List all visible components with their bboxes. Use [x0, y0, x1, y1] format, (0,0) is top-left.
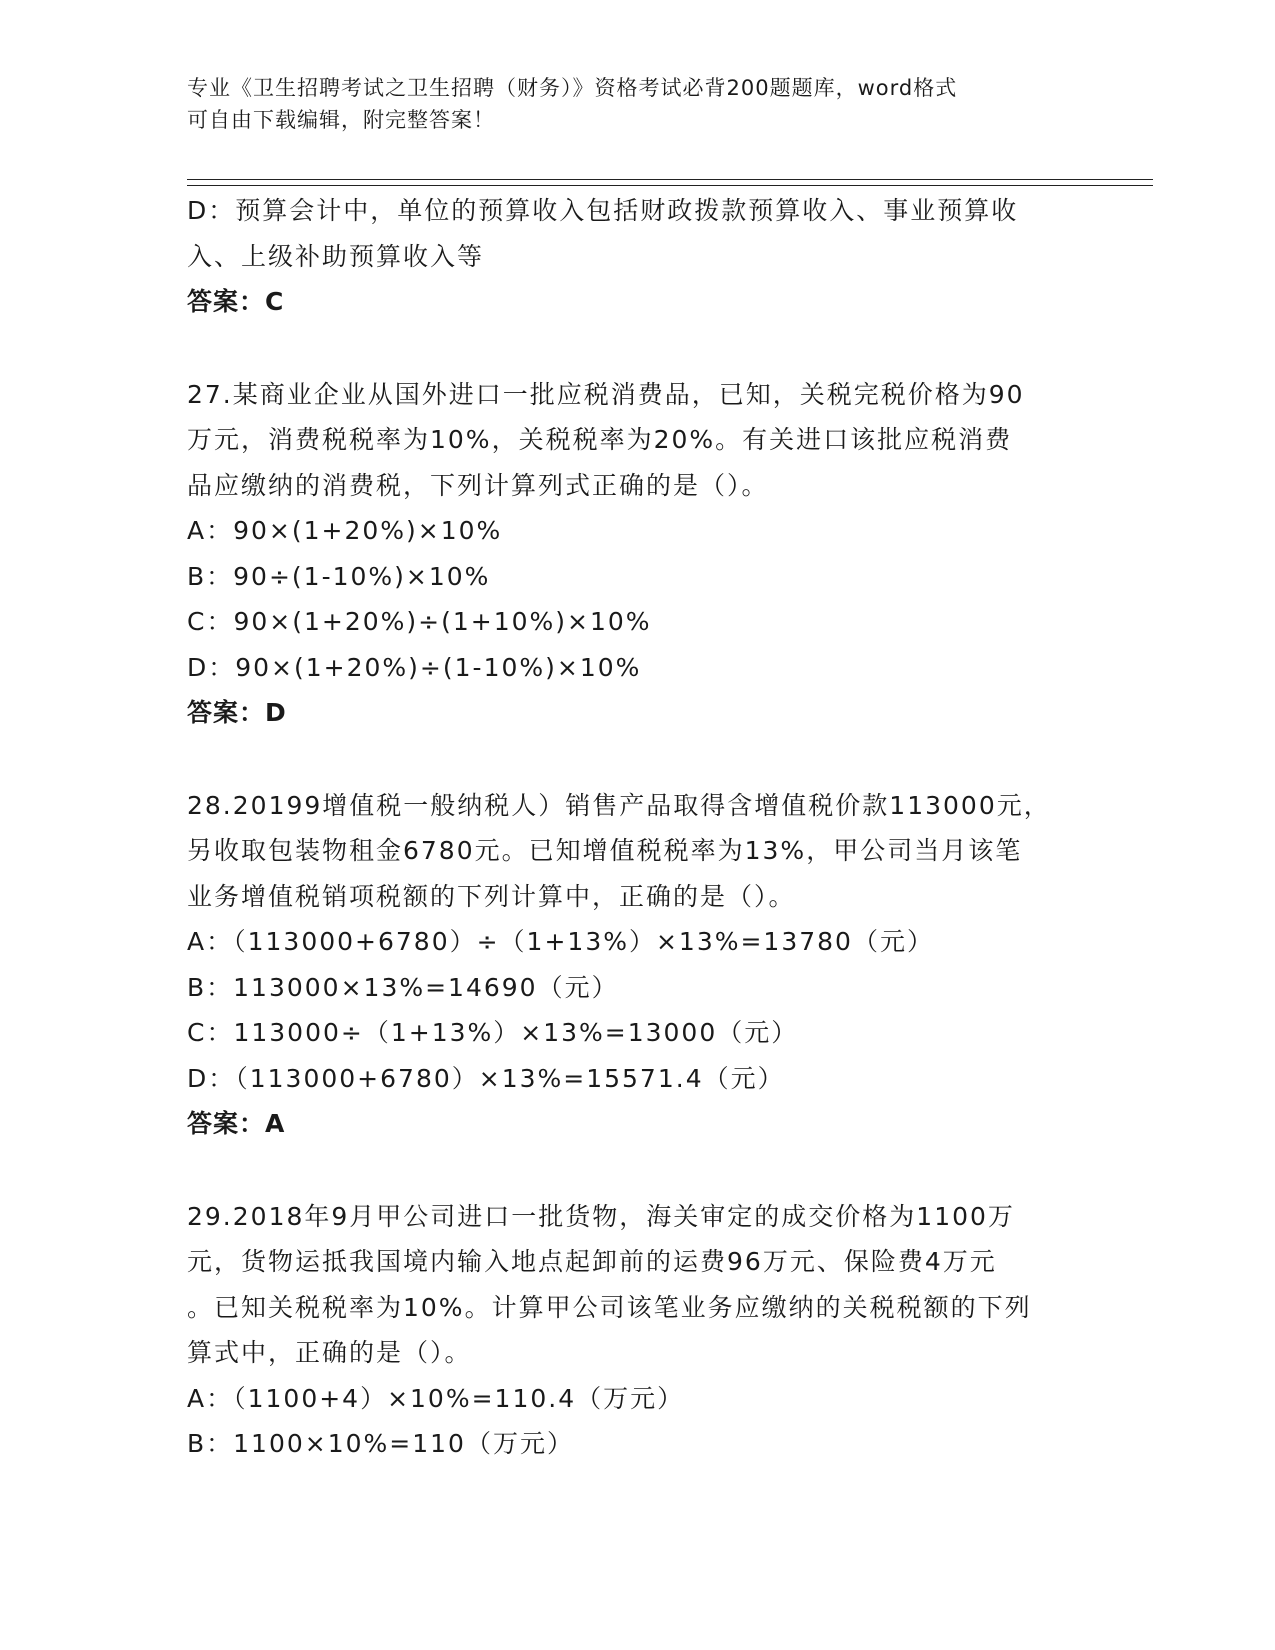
question-27 — [187, 372, 1087, 736]
question-list — [187, 188, 1087, 1467]
question-stem: 品应缴纳的消费税，下列计算列式正确的是（）。 — [187, 470, 769, 500]
header-line-2: 可自由下载编辑，附完整答案！ — [187, 108, 495, 132]
answer: 答案：D — [187, 698, 287, 727]
question-stem: 28.20199增值税一般纳税人）销售产品取得含增值税价款113000元， — [187, 790, 1051, 820]
option-d: D：预算会计中，单位的预算收入包括财政拨款预算收入、事业预算收 — [187, 196, 1019, 225]
question-stem: 万元，消费税税率为10%，关税税率为20%。有关进口该批应税消费 — [187, 425, 1013, 454]
option-b: B：1100×10%=110（万元） — [187, 1429, 574, 1458]
option-b: B：90÷(1-10%)×10% — [187, 561, 491, 591]
header-rule-top — [187, 179, 1153, 180]
question-stem: 29.2018年9月甲公司进口一批货物，海关审定的成交价格为1100万 — [187, 1201, 1015, 1231]
document-header — [187, 72, 1067, 136]
answer: 答案：C — [187, 287, 285, 316]
option-d-continued: 入、上级补助预算收入等 — [187, 241, 485, 271]
option-d: D：（113000+6780）×13%=15571.4（元） — [187, 1063, 785, 1093]
question-28 — [187, 783, 1087, 1147]
question-stem: 元，货物运抵我国境内输入地点起卸前的运费96万元、保险费4万元 — [187, 1247, 997, 1276]
option-b: B：113000×13%=14690（元） — [187, 972, 619, 1002]
question-stem: 另收取包装物租金6780元。已知增值税税率为13%，甲公司当月该笔 — [187, 836, 1023, 865]
question-stem: 。已知关税税率为10%。计算甲公司该笔业务应缴纳的关税税额的下列 — [187, 1292, 1032, 1322]
option-a: A：（1100+4）×10%=110.4（万元） — [187, 1383, 685, 1413]
option-d: D：90×(1+20%)÷(1-10%)×10% — [187, 652, 642, 682]
answer: 答案：A — [187, 1109, 286, 1138]
option-a: A：90×(1+20%)×10% — [187, 516, 503, 545]
option-c: C：113000÷（1+13%）×13%=13000（元） — [187, 1018, 799, 1047]
header-line-1: 专业《卫生招聘考试之卫生招聘（财务）》资格考试必背200题题库，word格式 — [187, 76, 958, 100]
question-stem: 业务增值税销项税额的下列计算中，正确的是（）。 — [187, 881, 796, 911]
option-a: A：（113000+6780）÷（1+13%）×13%=13780（元） — [187, 927, 934, 956]
question-stem: 算式中，正确的是（）。 — [187, 1338, 472, 1367]
previous-question-tail — [187, 188, 1087, 325]
option-c: C：90×(1+20%)÷(1+10%)×10% — [187, 607, 652, 636]
header-rule-bottom — [187, 185, 1153, 186]
question-29 — [187, 1194, 1087, 1467]
question-stem: 27.某商业企业从国外进口一批应税消费品，已知，关税完税价格为90 — [187, 379, 1025, 409]
